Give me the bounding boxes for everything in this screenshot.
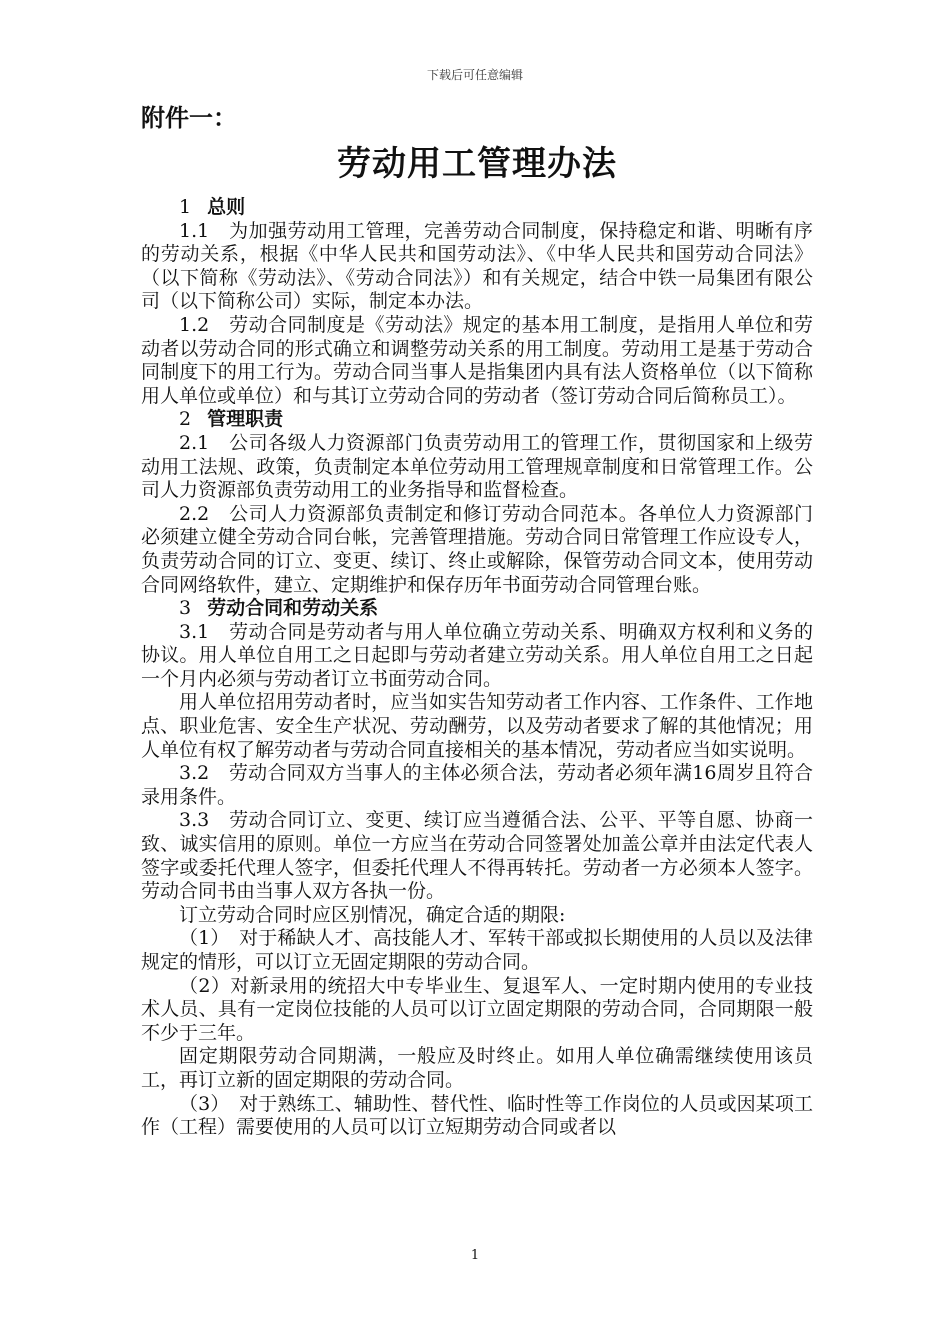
section-number: 2: [179, 408, 192, 431]
document-title: 劳动用工管理办法: [337, 144, 617, 184]
section-title: 总则: [207, 196, 246, 218]
body-paragraph: 2.2 公司人力资源部负责制定和修订劳动合同范本。各单位人力资源部门必须建立健全劳动合同台帐，完善管理措施。劳动合同日常管理工作应设专人，负责劳动合同的订立、变更、续订、终止或解除，保管劳动合同文本，使用劳动合同网络软件，建立、定期维护和保存历年书面劳动合同管理台账。: [141, 502, 813, 596]
section-heading: [141, 196, 813, 220]
body-paragraph: 固定期限劳动合同期满，一般应及时终止。如用人单位确需继续使用该员工，再订立新的固定期限的劳动合同。: [141, 1045, 813, 1091]
body-paragraph: 订立劳动合同时应区别情况，确定合适的期限:: [179, 903, 566, 926]
attachment-label: 附件一：: [141, 103, 237, 132]
document-body: [141, 196, 813, 1140]
body-paragraph: 1.2 劳动合同制度是《劳动法》规定的基本用工制度，是指用人单位和劳动者以劳动合同的形式确立和调整劳动关系的用工制度。劳动用工是基于劳动合同制度下的用工行为。劳动合同当事人是指集团内具有法人资格单位（以下简称用人单位或单位）和与其订立劳动合同的劳动者（签订劳动合同后简称员工）。: [141, 313, 813, 407]
section-number: 3: [179, 597, 192, 620]
section-title: 劳动合同和劳动关系: [207, 597, 379, 620]
section-title: 管理职责: [207, 408, 284, 431]
page-number: 1: [470, 1248, 480, 1263]
body-paragraph: 3.3 劳动合同订立、变更、续订应当遵循合法、公平、平等自愿、协商一致、诚实信用的原则。单位一方应当在劳动合同签署处加盖公章并由法定代表人签字或委托代理人签字，但委托代理人不得再转托。劳动者一方必须本人签字。劳动合同书由当事人双方各执一份。: [141, 809, 813, 903]
body-paragraph: 2.1 公司各级人力资源部门负责劳动用工的管理工作，贯彻国家和上级劳动用工法规、政策，负责制定本单位劳动用工管理规章制度和日常管理工作。公司人力资源部负责劳动用工的业务指导和监督检查。: [141, 431, 813, 502]
body-paragraph: （2）对新录用的统招大中专毕业生、复退军人、一定时期内使用的专业技术人员、具有一定岗位技能的人员可以订立固定期限的劳动合同，合同期限一般不少于三年。: [141, 974, 813, 1044]
section-heading: [141, 408, 813, 432]
section-heading: [141, 597, 813, 621]
section-number: 1: [179, 196, 192, 218]
page-header: 下载后可任意编辑: [426, 68, 523, 82]
body-paragraph: 1.1 为加强劳动用工管理，完善劳动合同制度，保持稳定和谐、明晰有序的劳动关系，根据《中华人民共和国劳动法》、《中华人民共和国劳动合同法》（以下简称《劳动法》、《劳动合同法》）和有关规定，结合中铁一局集团有限公司（以下简称公司）实际，制定本办法。: [141, 219, 813, 313]
body-paragraph: 3.1 劳动合同是劳动者与用人单位确立劳动关系、明确双方权利和义务的协议。用人单位自用工之日起即与劳动者建立劳动关系。用人单位自用工之日起一个月内必须与劳动者订立书面劳动合同。: [141, 620, 813, 690]
body-paragraph: （1） 对于稀缺人才、高技能人才、军转干部或拟长期使用的人员以及法律规定的情形，可以订立无固定期限的劳动合同。: [141, 927, 813, 973]
document-page: [141, 100, 813, 1140]
body-paragraph: （3） 对于熟练工、辅助性、替代性、临时性等工作岗位的人员或因某项工作（工程）需要使用的人员可以订立短期劳动合同或者以: [141, 1092, 813, 1139]
body-paragraph: 3.2 劳动合同双方当事人的主体必须合法，劳动者必须年满16周岁且符合录用条件。: [141, 762, 813, 808]
body-paragraph: 用人单位招用劳动者时，应当如实告知劳动者工作内容、工作条件、工作地点、职业危害、安全生产状况、劳动酬劳，以及劳动者要求了解的其他情况；用人单位有权了解劳动者与劳动合同直接相关的基本情况，劳动者应当如实说明。: [141, 691, 813, 761]
